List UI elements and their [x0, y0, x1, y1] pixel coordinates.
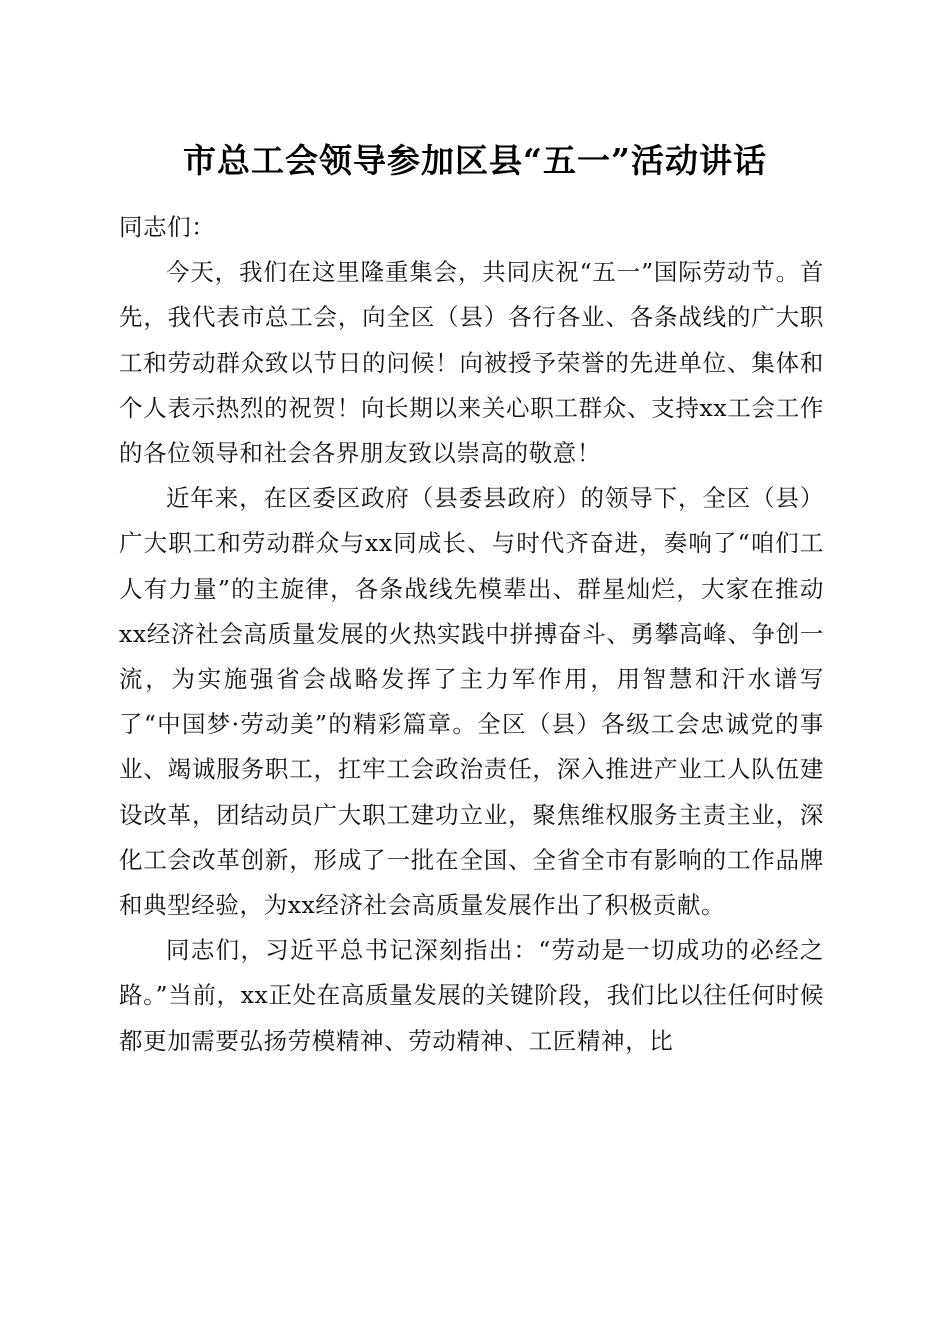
document-body	[119, 205, 824, 1064]
paragraph-2: 近年来，在区委区政府（县委县政府）的领导下，全区（县）广大职工和劳动群众与xx同成长、与时代齐奋进，奏响了“咱们工人有力量”的主旋律，各条战线先模辈出、群星灿烂，大家在推动xx经济社会高质量发展的火热实践中拼搏奋斗、勇攀高峰、争创一流，为实施强省会战略发挥了主力军作用，用智慧和汗水谱写了“中国梦·劳动美”的精彩篇章。全区（县）各级工会忠诚党的事业、竭诚服务职工，扛牢工会政治责任，深入推进产业工人队伍建设改革，团结动员广大职工建功立业，聚焦维权服务主责主业，深化工会改革创新，形成了一批在全国、全省全市有影响的工作品牌和典型经验，为xx经济社会高质量发展作出了积极贡献。	[119, 484, 824, 920]
paragraph-1: 今天，我们在这里隆重集会，共同庆祝“五一”国际劳动节。首先，我代表市总工会，向全区（县）各行各业、各条战线的广大职工和劳动群众致以节日的问候！向被授予荣誉的先进单位、集体和个人表示热烈的祝贺！向长期以来关心职工群众、支持xx工会工作的各位领导和社会各界朋友致以崇高的敬意！	[119, 258, 824, 468]
salutation: 同志们：	[119, 213, 216, 241]
document-title: 市总工会领导参加区县“五一”活动讲话	[183, 141, 767, 180]
paragraph-3: 同志们，习近平总书记深刻指出：“劳动是一切成功的必经之路。”当前，xx正处在高质量发展的关键阶段，我们比以往任何时候都更加需要弘扬劳模精神、劳动精神、工匠精神，比	[119, 936, 824, 1055]
